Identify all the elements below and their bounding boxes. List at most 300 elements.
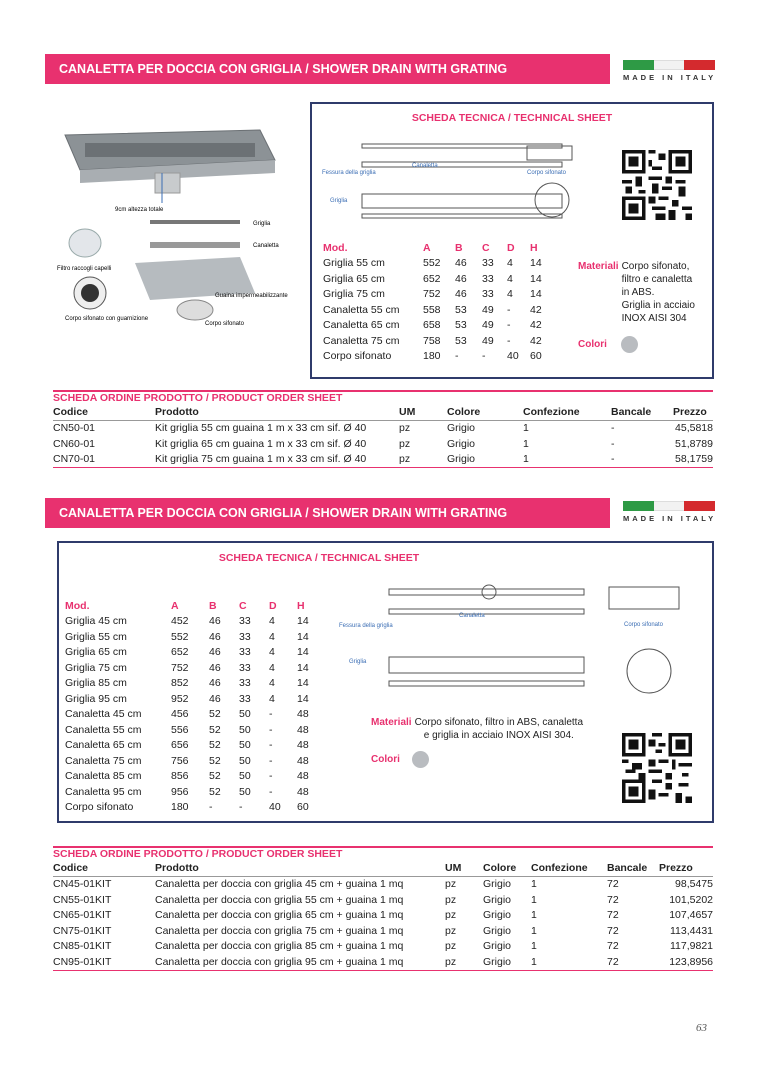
spec-cell: Canaletta 95 cm (65, 785, 142, 798)
spec-cell: 452 (171, 615, 189, 628)
label-guaina: Guaina impermeabilizzante (215, 293, 288, 299)
spec-cell: Canaletta 55 cm (323, 303, 400, 316)
order-code: CN70-01 (53, 452, 155, 468)
spec-cell: 33 (482, 272, 494, 285)
spec-row (323, 318, 550, 334)
order-price: 58,1759 (673, 452, 713, 468)
spec-cell: 33 (239, 661, 251, 674)
spec-row (323, 333, 550, 349)
spec-row (323, 271, 550, 287)
spec-cell: 48 (297, 723, 309, 736)
order-header-row (53, 404, 713, 420)
spec-header: H (530, 241, 538, 254)
spec-cell: 50 (239, 754, 251, 767)
spec-cell: 46 (209, 661, 221, 674)
section1-banner: CANALETTA PER DOCCIA CON GRIGLIA / SHOWER DRAIN WITH GRATING (45, 54, 610, 84)
spec-cell: 42 (530, 303, 542, 316)
spec-cell: 53 (455, 334, 467, 347)
spec-cell: 33 (482, 257, 494, 270)
drawing-label-griglia: Griglia (330, 198, 348, 204)
spec-cell: 52 (209, 739, 221, 752)
spec-row (323, 349, 550, 365)
spec-header: Mod. (323, 241, 348, 254)
order-color: Grigio (483, 893, 512, 906)
order-row (53, 892, 713, 908)
order-product: Kit griglia 55 cm guaina 1 m x 33 cm sif. Ø 40 (155, 420, 399, 436)
spec-row (65, 784, 317, 800)
spec-cell: Griglia 75 cm (323, 288, 385, 301)
spec-cell: 752 (423, 288, 441, 301)
spec-cell: 4 (269, 615, 275, 628)
label-filtro: Filtro raccogli capelli (57, 266, 112, 272)
order-pack: 1 (523, 437, 529, 450)
order-row (53, 876, 713, 892)
order-color: Grigio (447, 420, 523, 436)
spec-cell: 60 (297, 801, 309, 814)
spec-cell: - (269, 770, 273, 783)
spec-cell: 46 (455, 288, 467, 301)
order-pallet: 72 (607, 909, 619, 922)
spec-row (65, 722, 317, 738)
spec-cell: 52 (209, 723, 221, 736)
corpo-sifonato-drawing (604, 583, 704, 698)
order-product: Canaletta per doccia con griglia 55 cm + guaina 1 mq (155, 893, 404, 906)
order-um: pz (445, 954, 483, 970)
spec-cell: 952 (171, 692, 189, 705)
spec-cell: 46 (209, 677, 221, 690)
spec-cell: 52 (209, 754, 221, 767)
materiali-line: e griglia in acciaio INOX AISI 304. (423, 730, 574, 741)
spec-cell: Canaletta 75 cm (65, 754, 142, 767)
order-pallet: - (611, 437, 615, 450)
spec-cell: 14 (297, 661, 309, 674)
order-pack: 1 (531, 954, 607, 970)
drawing-label-corpo: Corpo sifonato (624, 622, 664, 628)
color-swatch-grey (412, 751, 429, 768)
materiali-line: Corpo sifonato, (621, 261, 690, 272)
spec-header: C (482, 241, 490, 254)
order-pack: 1 (523, 452, 611, 468)
order-header: Colore (483, 861, 517, 874)
spec-cell: - (269, 723, 273, 736)
order-price: 101,5202 (669, 893, 713, 906)
spec-cell: Canaletta 65 cm (65, 739, 142, 752)
order-header: UM (445, 861, 462, 874)
spec-cell: Griglia 85 cm (65, 677, 127, 690)
spec-cell: 4 (507, 288, 513, 301)
spec-cell: 756 (171, 754, 189, 767)
spec-table-1 (323, 240, 550, 364)
spec-header: B (455, 241, 463, 254)
order-row (53, 908, 713, 924)
made-in-italy-badge (623, 60, 716, 82)
spec-cell: 48 (297, 770, 309, 783)
spec-cell: 752 (171, 661, 189, 674)
spec-cell: 33 (239, 677, 251, 690)
order-um: pz (445, 909, 457, 922)
order-table-2 (53, 860, 713, 971)
order-sheet-2 (53, 848, 713, 971)
order-code: CN65-01KIT (53, 909, 112, 922)
drawing-label-corpo: Corpo sifonato (527, 170, 567, 176)
materiali-line: Griglia in acciaio (621, 300, 695, 311)
order-table-1 (53, 404, 713, 468)
order-product: Canaletta per doccia con griglia 65 cm + guaina 1 mq (155, 909, 404, 922)
order-header: Bancale (611, 405, 652, 418)
spec-cell: 14 (530, 272, 542, 285)
order-row (53, 452, 713, 468)
spec-cell: - (269, 739, 273, 752)
materials-block-1 (578, 260, 708, 325)
spec-cell: 50 (239, 785, 251, 798)
order-row (53, 420, 713, 436)
order-header-row (53, 860, 713, 876)
order-code: CN50-01 (53, 420, 155, 436)
order-um: pz (399, 437, 411, 450)
spec-cell: - (269, 785, 273, 798)
product-exploded-illustration (55, 125, 300, 340)
order-pallet: 72 (607, 954, 659, 970)
spec-cell: 652 (423, 272, 441, 285)
label-canaletta: Canaletta (253, 243, 279, 249)
spec-cell: 14 (530, 257, 542, 270)
order-color: Grigio (447, 437, 476, 450)
spec-header: C (239, 599, 247, 612)
order-code: CN75-01KIT (53, 924, 112, 937)
spec-header: H (297, 599, 305, 612)
grate-slots (85, 143, 255, 157)
spec-cell: 14 (297, 692, 309, 705)
spec-header-row (323, 240, 550, 256)
materiali-line: filtro e canaletta (621, 274, 693, 285)
spec-cell: 52 (209, 785, 221, 798)
spec-cell: 14 (297, 630, 309, 643)
order-pack: 1 (531, 893, 537, 906)
spec-header-row (65, 598, 317, 614)
spec-row (323, 302, 550, 318)
drawing-label-fessura: Fessura della griglia (339, 623, 393, 629)
spec-cell: 14 (297, 646, 309, 659)
order-um: pz (399, 452, 447, 468)
spec-cell: - (507, 303, 511, 316)
order-header: Prodotto (155, 861, 199, 874)
order-header: Bancale (607, 861, 648, 874)
spec-cell: 48 (297, 708, 309, 721)
order-code: CN55-01KIT (53, 893, 112, 906)
italy-flag-icon (623, 60, 715, 70)
order-pallet: - (611, 420, 673, 436)
label-corpo-guarnizione: Corpo sifonato con guarnizione (65, 316, 149, 322)
spec-cell: 49 (482, 319, 494, 332)
spec-row (65, 707, 317, 723)
spec-row (65, 800, 317, 816)
spec-cell: Griglia 45 cm (65, 615, 127, 628)
label-griglia: Griglia (253, 221, 271, 227)
spec-cell: 852 (171, 677, 189, 690)
qr-code-1 (622, 150, 692, 220)
spec-cell: Griglia 75 cm (65, 661, 127, 674)
materiali-line: INOX AISI 304 (621, 313, 687, 324)
order-sheet-title: SCHEDA ORDINE PRODOTTO / PRODUCT ORDER SHEET (53, 392, 343, 404)
qr-code-2 (622, 733, 692, 803)
order-um: pz (445, 893, 457, 906)
spec-cell: 52 (209, 770, 221, 783)
order-product: Canaletta per doccia con griglia 85 cm + guaina 1 mq (155, 940, 404, 953)
order-row (53, 954, 713, 970)
materiali-label: Materiali (578, 261, 619, 272)
spec-header: B (209, 599, 217, 612)
order-product: Canaletta per doccia con griglia 75 cm + guaina 1 mq (155, 924, 404, 937)
spec-cell: 50 (239, 723, 251, 736)
spec-cell: Canaletta 85 cm (65, 770, 142, 783)
spec-cell: - (209, 801, 213, 814)
order-price: 98,5475 (659, 876, 713, 892)
spec-cell: Corpo sifonato (65, 801, 134, 814)
spec-cell: 48 (297, 785, 309, 798)
spec-cell: - (269, 754, 273, 767)
order-header: UM (399, 405, 416, 418)
order-um: pz (445, 924, 457, 937)
spec-cell: Griglia 65 cm (323, 272, 385, 285)
spec-cell: 42 (530, 334, 542, 347)
label-corpo: Corpo sifonato (205, 321, 245, 327)
spec-cell: 46 (209, 692, 221, 705)
spec-cell: 656 (171, 739, 189, 752)
materiali-line: Corpo sifonato, filtro in ABS, canaletta (414, 717, 584, 728)
technical-drawing (339, 581, 589, 696)
spec-header: D (507, 241, 515, 254)
spec-cell: 4 (269, 646, 275, 659)
spec-cell: 46 (209, 615, 221, 628)
spec-header: A (171, 599, 179, 612)
order-pallet: 72 (607, 924, 619, 937)
spec-cell: 4 (269, 677, 275, 690)
spec-cell: Canaletta 55 cm (65, 723, 142, 736)
order-pack: 1 (531, 940, 537, 953)
spec-cell: 42 (530, 319, 542, 332)
spec-cell: - (239, 801, 243, 814)
spec-cell: - (482, 350, 486, 363)
order-color: Grigio (483, 954, 531, 970)
order-price: 45,5818 (673, 420, 713, 436)
spec-cell: 658 (423, 319, 441, 332)
drawing-label-griglia: Griglia (349, 659, 367, 665)
order-price: 107,4657 (669, 909, 713, 922)
spec-cell: 46 (209, 630, 221, 643)
section2-banner: CANALETTA PER DOCCIA CON GRIGLIA / SHOWER DRAIN WITH GRATING (45, 498, 610, 528)
spec-row (65, 660, 317, 676)
spec-cell: 4 (269, 692, 275, 705)
color-swatch-grey (621, 336, 638, 353)
spec-cell: 33 (239, 630, 251, 643)
label-altezza: 9cm altezza totale (115, 207, 164, 213)
spec-cell: 180 (423, 350, 441, 363)
spec-cell: 49 (482, 303, 494, 316)
spec-cell: 50 (239, 708, 251, 721)
order-header: Codice (53, 861, 89, 874)
order-color: Grigio (483, 909, 512, 922)
spec-cell: 52 (209, 708, 221, 721)
order-color: Grigio (483, 940, 512, 953)
materiali-line: in ABS. (621, 287, 655, 298)
order-price: 51,8789 (675, 437, 713, 450)
qr-code-icon (622, 150, 692, 220)
order-product: Canaletta per doccia con griglia 45 cm + guaina 1 mq (155, 876, 445, 892)
order-header: Prodotto (155, 405, 199, 418)
spec-cell: 33 (239, 646, 251, 659)
spec-cell: 4 (507, 272, 513, 285)
order-header: Colore (447, 405, 481, 418)
order-header: Confezione (531, 861, 588, 874)
order-sheet-1 (53, 392, 713, 468)
drawing-label-canaletta: Canaletta (412, 163, 438, 169)
spec-cell: 4 (269, 630, 275, 643)
spec-cell: 53 (455, 319, 467, 332)
order-header: Confezione (523, 405, 580, 418)
technical-sheet-box-2 (57, 541, 714, 823)
order-row (53, 939, 713, 955)
spec-cell: 14 (297, 615, 309, 628)
materiali-label: Materiali (371, 717, 412, 728)
spec-cell: 48 (297, 754, 309, 767)
order-code: CN85-01KIT (53, 940, 112, 953)
order-product: Kit griglia 75 cm guaina 1 m x 33 cm sif. Ø 40 (155, 452, 399, 468)
drawing-label-fessura: Fessura della griglia (322, 170, 376, 176)
spec-cell: 60 (530, 350, 542, 363)
spec-cell: 552 (423, 257, 441, 270)
spec-row (65, 753, 317, 769)
spec-cell: 49 (482, 334, 494, 347)
order-pack: 1 (531, 909, 537, 922)
spec-cell: 14 (297, 677, 309, 690)
spec-cell: - (269, 708, 273, 721)
spec-row (65, 738, 317, 754)
spec-cell: 4 (269, 661, 275, 674)
order-price: 123,8956 (659, 954, 713, 970)
made-in-italy-text: MADE IN ITALY (623, 514, 717, 523)
technical-sheet-box-1 (310, 102, 714, 379)
order-header: Prezzo (673, 405, 707, 418)
spec-cell: - (507, 334, 511, 347)
order-pallet: 72 (607, 876, 659, 892)
colori-label: Colori (371, 754, 400, 765)
order-code: CN60-01 (53, 437, 96, 450)
spec-cell: 456 (171, 708, 189, 721)
spec-cell: 558 (423, 303, 441, 316)
order-code: CN45-01KIT (53, 876, 155, 892)
order-header: Codice (53, 405, 89, 418)
spec-cell: Canaletta 75 cm (323, 334, 400, 347)
order-price: 117,9821 (669, 940, 713, 953)
spec-cell: 652 (171, 646, 189, 659)
spec-cell: Corpo sifonato (323, 350, 392, 363)
spec-cell: 46 (455, 257, 467, 270)
spec-cell: 50 (239, 770, 251, 783)
order-product: Canaletta per doccia con griglia 95 cm + guaina 1 mq (155, 954, 445, 970)
order-row (53, 923, 713, 939)
spec-cell: 758 (423, 334, 441, 347)
spec-cell: 552 (171, 630, 189, 643)
spec-row (65, 676, 317, 692)
page-number: 63 (696, 1022, 707, 1034)
spec-cell: 50 (239, 739, 251, 752)
spec-cell: 48 (297, 739, 309, 752)
order-row (53, 436, 713, 452)
spec-cell: 14 (530, 288, 542, 301)
spec-row (65, 691, 317, 707)
spec-cell: - (507, 319, 511, 332)
colori-label: Colori (578, 339, 607, 350)
order-header: Prezzo (659, 861, 693, 874)
spec-row (65, 645, 317, 661)
spec-cell: 33 (482, 288, 494, 301)
order-um: pz (399, 420, 447, 436)
order-pack: 1 (531, 924, 537, 937)
italy-flag-icon (623, 501, 715, 511)
spec-row (65, 629, 317, 645)
spec-cell: - (455, 350, 459, 363)
made-in-italy-text: MADE IN ITALY (623, 73, 717, 82)
spec-cell: Griglia 65 cm (65, 646, 127, 659)
spec-header: A (423, 241, 431, 254)
order-um: pz (445, 876, 483, 892)
spec-cell: Griglia 55 cm (65, 630, 127, 643)
order-code: CN95-01KIT (53, 954, 155, 970)
spec-cell: 33 (239, 692, 251, 705)
order-sheet-title: SCHEDA ORDINE PRODOTTO / PRODUCT ORDER SHEET (53, 848, 343, 860)
order-pallet: 72 (607, 940, 619, 953)
spec-cell: 856 (171, 770, 189, 783)
spec-cell: 4 (507, 257, 513, 270)
spec-row (65, 614, 317, 630)
made-in-italy-badge (623, 501, 716, 523)
spec-cell: 40 (507, 350, 519, 363)
technical-sheet-title: SCHEDA TECNICA / TECHNICAL SHEET (218, 552, 420, 564)
colori-block-2 (371, 751, 429, 768)
technical-sheet-title: SCHEDA TECNICA / TECHNICAL SHEET (411, 112, 613, 124)
spec-table-2 (65, 598, 317, 815)
order-pallet: - (611, 452, 673, 468)
spec-header: Mod. (65, 599, 90, 612)
corpo-sifonato-drawing (522, 142, 597, 222)
spec-row (65, 769, 317, 785)
spec-cell: 53 (455, 303, 467, 316)
spec-cell: Griglia 95 cm (65, 692, 127, 705)
order-color: Grigio (483, 876, 531, 892)
spec-cell: 46 (455, 272, 467, 285)
colori-block-1 (578, 336, 638, 353)
spec-row (323, 287, 550, 303)
order-pack: 1 (531, 876, 607, 892)
materials-block-2 (371, 716, 591, 742)
order-price: 113,4431 (669, 924, 713, 937)
drawing-label-canaletta: Canaletta (459, 613, 485, 619)
order-color: Grigio (483, 924, 512, 937)
spec-cell: Canaletta 45 cm (65, 708, 142, 721)
order-um: pz (445, 940, 457, 953)
spec-cell: Canaletta 65 cm (323, 319, 400, 332)
spec-cell: 40 (269, 801, 281, 814)
spec-cell: 556 (171, 723, 189, 736)
spec-cell: 180 (171, 801, 189, 814)
qr-code-icon (622, 733, 692, 803)
order-color: Grigio (447, 452, 523, 468)
order-product: Kit griglia 65 cm guaina 1 m x 33 cm sif. Ø 40 (155, 437, 367, 450)
spec-header: D (269, 599, 277, 612)
order-pallet: 72 (607, 893, 619, 906)
spec-cell: Griglia 55 cm (323, 257, 385, 270)
order-pack: 1 (523, 420, 611, 436)
